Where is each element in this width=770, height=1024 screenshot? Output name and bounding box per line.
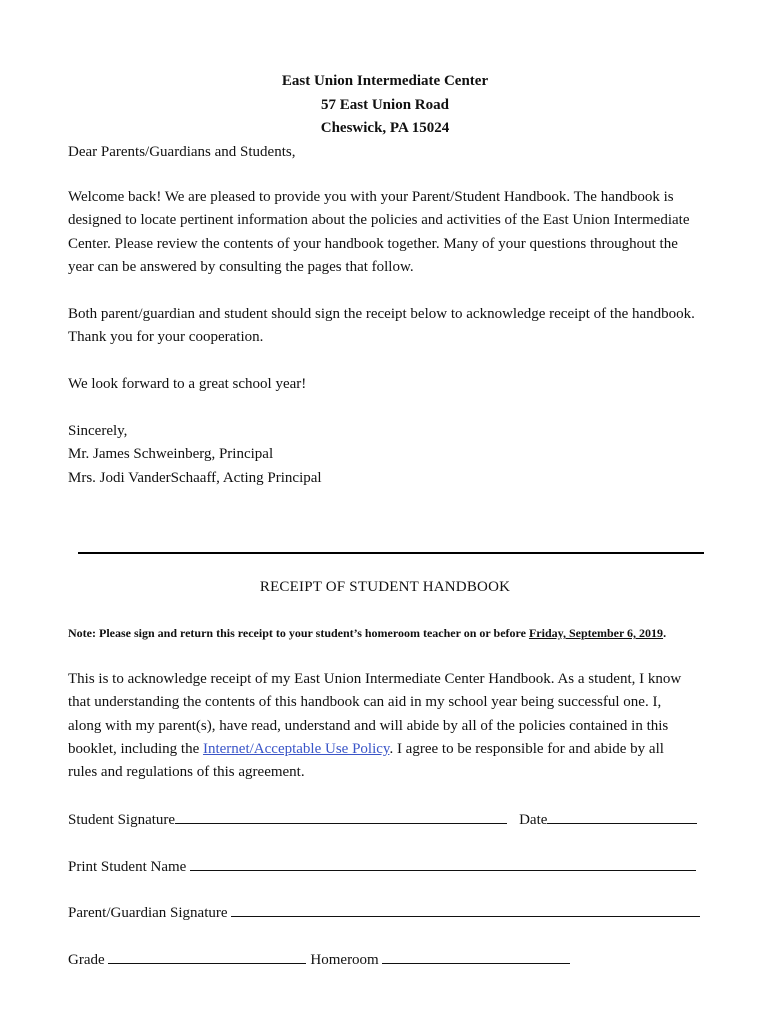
print-student-name-field[interactable] (190, 856, 696, 871)
return-note (68, 624, 666, 642)
paragraph-line: Center. Please review the contents of your handbook together. Many of your questions throughout the (68, 235, 678, 252)
letter-closing (68, 420, 708, 490)
paragraph-line: that understanding the contents of this handbook can aid in my school year being successful one. I, (68, 694, 662, 711)
parent-signature-field[interactable] (231, 902, 700, 917)
receipt-title: RECEIPT OF STUDENT HANDBOOK (259, 579, 511, 595)
paragraph-line: Thank you for your cooperation. (68, 329, 264, 346)
paragraph-line: year can be answered by consulting the pages that follow. (68, 258, 414, 275)
paragraph-line: designed to locate pertinent information about the policies and activities of the East Union Intermediate (68, 212, 690, 229)
school-name: East Union Intermediate Center (281, 73, 489, 89)
welcome-paragraph (68, 186, 708, 279)
paragraph-line: rules and regulations of this agreement. (68, 764, 305, 781)
grade-homeroom-row (68, 949, 570, 970)
student-signature-field[interactable] (175, 809, 507, 824)
salutation: Dear Parents/Guardians and Students, (68, 144, 296, 160)
student-signature-row (68, 809, 697, 830)
line-suffix: . I agree to be responsible for and abide by all (389, 740, 664, 757)
signer-principal: Mr. James Schweinberg, Principal (68, 446, 274, 463)
date-label: Date (519, 812, 548, 828)
paragraph-line (68, 738, 708, 761)
paragraph-line: Welcome back! We are pleased to provide you with your Parent/Student Handbook. The handbook is (68, 189, 674, 205)
note-text: Note: Please sign and return this receipt to your student’s homeroom teacher on or before (68, 626, 529, 640)
closing-word: Sincerely, (68, 423, 128, 439)
acceptable-use-policy-link[interactable]: Internet/Acceptable Use Policy (202, 740, 390, 757)
paragraph-line: Both parent/guardian and student should sign the receipt below to acknowledge receipt of the handbook. (68, 306, 695, 322)
grade-label: Grade (68, 952, 109, 968)
school-street: 57 East Union Road (321, 96, 449, 113)
line-prefix: booklet, including the (68, 740, 203, 757)
date-field[interactable] (547, 809, 697, 824)
homeroom-field[interactable] (382, 949, 570, 964)
signer-acting-principal: Mrs. Jodi VanderSchaaff, Acting Principal (68, 469, 322, 486)
parent-signature-row (68, 902, 700, 923)
print-student-name-label: Print Student Name (68, 859, 191, 875)
paragraph-line: This is to acknowledge receipt of my East Union Intermediate Center Handbook. As a student, I know (68, 671, 682, 687)
note-deadline: Friday, September 6, 2019 (528, 626, 664, 640)
parent-signature-label: Parent/Guardian Signature (68, 905, 232, 921)
letterhead (0, 70, 770, 141)
section-divider (78, 552, 704, 554)
print-name-row (68, 856, 696, 877)
note-period: . (663, 626, 667, 640)
school-city: Cheswick, PA 15024 (320, 120, 450, 136)
acknowledgment-paragraph (68, 668, 708, 784)
student-signature-label: Student Signature (68, 812, 176, 828)
look-forward-paragraph: We look forward to a great school year! (68, 376, 307, 392)
paragraph-line: along with my parent(s), have read, understand and will abide by all of the policies contained in this (68, 717, 669, 734)
sign-instruction-paragraph (68, 303, 708, 350)
homeroom-label: Homeroom (310, 952, 383, 968)
grade-field[interactable] (108, 949, 306, 964)
